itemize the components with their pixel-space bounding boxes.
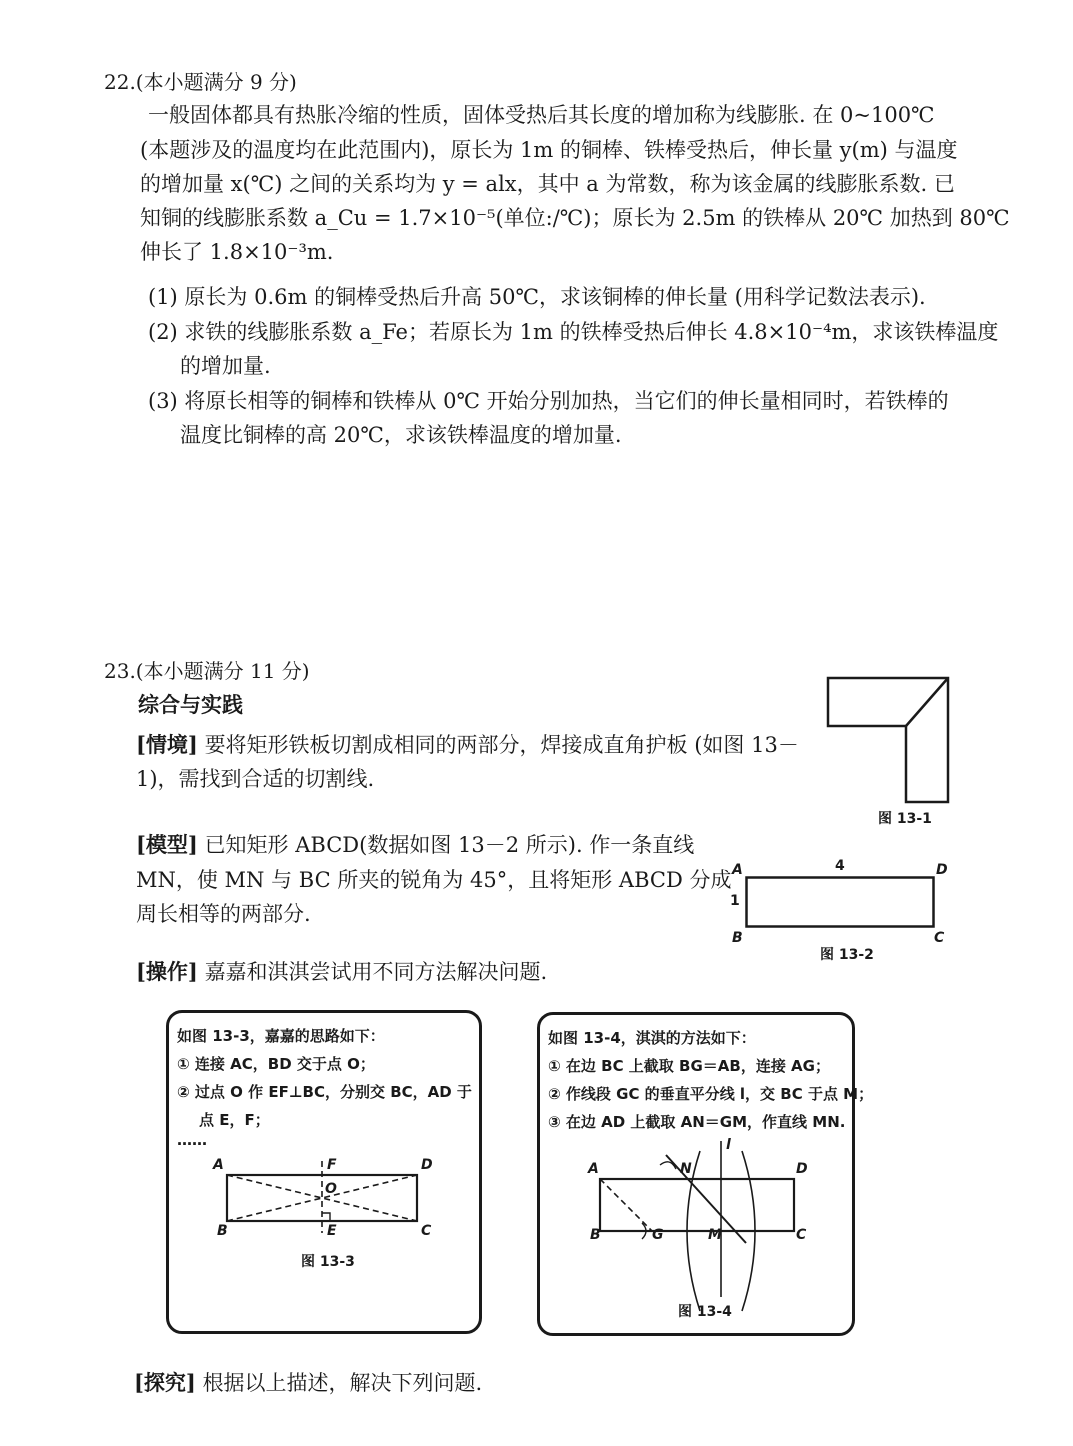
q23-subtitle: 综合与实践 — [138, 692, 243, 717]
box2-line-4: ③ 在边 AD 上截取 AN＝GM，作直线 MN. — [548, 1113, 846, 1131]
q22-part-3-cont: 温度比铜棒的高 20℃，求该铁棒温度的增加量. — [180, 423, 622, 447]
explore-tag: [探究] — [134, 1370, 196, 1395]
fig4-label-a: A — [588, 1161, 599, 1177]
qiqi-method-box — [537, 1012, 874, 1336]
fig3-label-c: C — [421, 1223, 432, 1239]
q22-intro-line-1: 一般固体都具有热胀冷缩的性质，固体受热后其长度的增加称为线膨胀. 在 0~100℃ — [148, 103, 935, 127]
box2-line-3: ② 作线段 GC 的垂直平分线 l，交 BC 于点 M； — [548, 1085, 874, 1103]
q22-intro-line-3: 的增加量 x(℃) 之间的关系均为 y = alx，其中 a 为常数，称为该金属的线膨胀系数. 已 — [140, 172, 955, 196]
fig2-label-c: C — [934, 930, 945, 946]
model-tag: [模型] — [136, 832, 198, 857]
q23-model-line-3: 周长相等的两部分. — [136, 902, 311, 926]
q22-part-1: (1) 原长为 0.6m 的铜棒受热后升高 50℃，求该铜棒的伸长量 (用科学记数法表示). — [148, 285, 926, 309]
fig4-label-c: C — [796, 1227, 807, 1243]
figure-13-2-rectangle — [745, 876, 935, 928]
figure-13-3-diagram — [223, 1165, 423, 1235]
q22-part-2: (2) 求铁的线膨胀系数 a_Fe；若原长为 1m 的铁棒受热后伸长 4.8×10⁻⁴m，求该铁棒温度 — [148, 320, 999, 344]
fig2-label-b: B — [732, 930, 743, 946]
q23-header: 23.(本小题满分 11 分) — [104, 659, 310, 683]
box1-line-5: …… — [177, 1131, 207, 1149]
q22-header: 22.(本小题满分 9 分) — [104, 70, 297, 94]
box1-line-3: ② 过点 O 作 EF⊥BC，分别交 BC，AD 于 — [177, 1083, 472, 1101]
box1-line-2: ① 连接 AC，BD 交于点 O； — [177, 1055, 375, 1073]
fig4-label-n: N — [680, 1161, 692, 1177]
q23-situation-line-2: 1)，需找到合适的切割线. — [136, 767, 375, 791]
fig4-label-g: G — [652, 1227, 664, 1243]
q23-model-line-1 — [136, 828, 694, 862]
operation-text: 嘉嘉和淇淇尝试用不同方法解决问题. — [204, 960, 548, 984]
fig3-label-b: B — [217, 1223, 228, 1239]
box2-line-2: ① 在边 BC 上截取 BG＝AB，连接 AG； — [548, 1057, 830, 1075]
operation-tag: [操作] — [136, 959, 198, 984]
q22-part-2-cont: 的增加量. — [180, 354, 271, 378]
figure-13-1 — [826, 676, 952, 806]
figure-13-3-caption: 图 13-3 — [301, 1254, 355, 1270]
fig3-label-o: O — [325, 1181, 337, 1197]
jiajia-method-box — [166, 1010, 482, 1334]
q23-model-line-2: MN，使 MN 与 BC 所夹的锐角为 45°，且将矩形 ABCD 分成 — [136, 868, 732, 892]
explore-text: 根据以上描述，解决下列问题. — [202, 1371, 483, 1395]
fig4-label-b: B — [590, 1227, 601, 1243]
fig2-label-d: D — [936, 862, 948, 878]
q23-situation-line-1 — [136, 728, 799, 762]
fig3-label-e: E — [327, 1223, 337, 1239]
fig4-label-m: M — [708, 1227, 722, 1243]
figure-13-4-caption: 图 13-4 — [678, 1304, 732, 1320]
q22-part-3: (3) 将原长相等的铜棒和铁棒从 0℃ 开始分别加热，当它们的伸长量相同时，若铁棒的 — [148, 389, 949, 413]
fig2-label-top: 4 — [835, 858, 845, 874]
q22-intro-line-2: (本题涉及的温度均在此范围内)，原长为 1m 的铜棒、铁棒受热后，伸长量 y(m) 与温度 — [140, 138, 958, 162]
fig2-label-side: 1 — [730, 893, 740, 909]
situation-text: 要将矩形铁板切割成相同的两部分，焊接成直角护板 (如图 13－ — [204, 733, 799, 757]
box2-line-1: 如图 13-4，淇淇的方法如下： — [548, 1029, 756, 1047]
fig3-label-a: A — [213, 1157, 224, 1173]
box1-line-1: 如图 13-3，嘉嘉的思路如下： — [177, 1027, 385, 1045]
fig3-label-f: F — [327, 1157, 337, 1173]
fig2-label-a: A — [732, 862, 743, 878]
figure-13-4-diagram — [580, 1135, 820, 1295]
fig3-label-d: D — [421, 1157, 433, 1173]
model-text: 已知矩形 ABCD(数据如图 13－2 所示). 作一条直线 — [204, 833, 695, 857]
q23-operation-line — [136, 955, 547, 989]
figure-13-2-caption: 图 13-2 — [820, 947, 874, 963]
box1-line-4: 点 E，F； — [199, 1111, 270, 1129]
fig4-label-d: D — [796, 1161, 808, 1177]
situation-tag: [情境] — [136, 732, 198, 757]
q22-intro-line-4: 知铜的线膨胀系数 a_Cu = 1.7×10⁻⁵(单位:/℃)；原长为 2.5m 的铁棒从 20℃ 加热到 80℃ — [140, 206, 1010, 230]
q22-intro-line-5: 伸长了 1.8×10⁻³m. — [140, 240, 334, 264]
q23-explore-line — [134, 1366, 482, 1400]
figure-13-1-caption: 图 13-1 — [878, 811, 932, 827]
fig4-label-l: l — [726, 1137, 731, 1153]
